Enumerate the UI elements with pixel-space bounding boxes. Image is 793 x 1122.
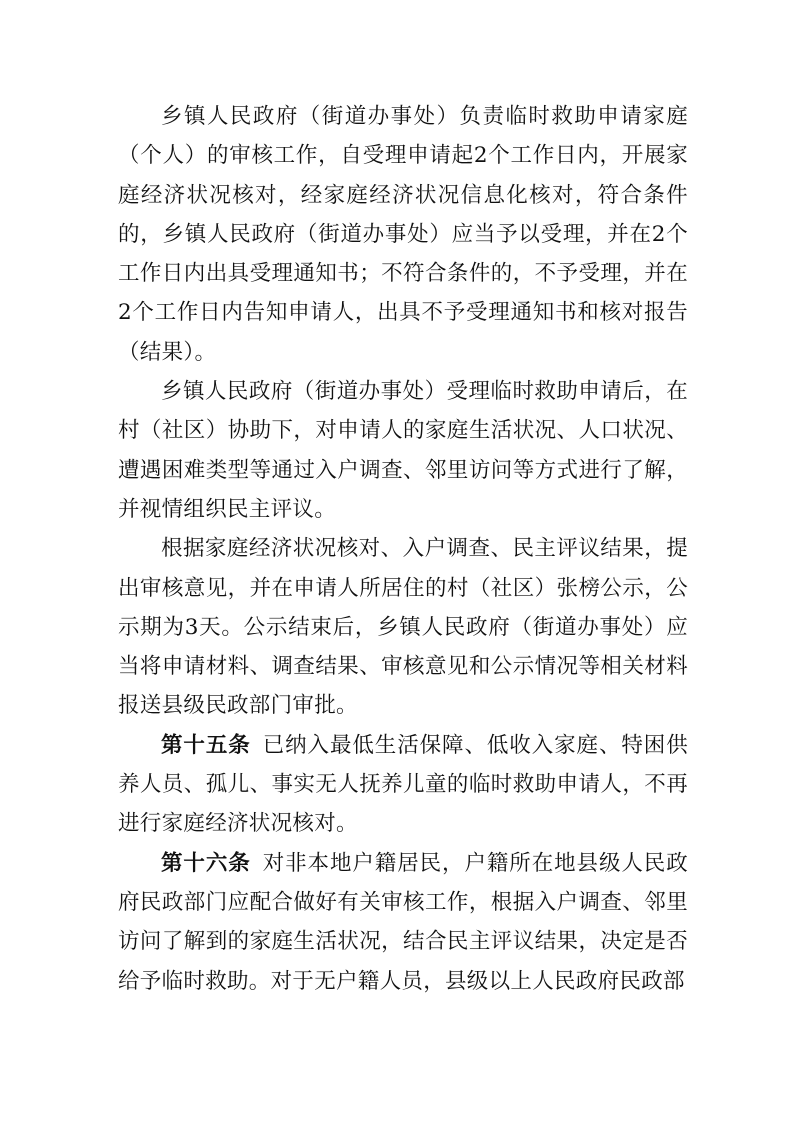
article-15 <box>118 726 688 844</box>
paragraph-text: 乡镇人民政府（街道办事处）负责临时救助申请家庭（个人）的审核工作，自受理申请起2个工作日内，开展家庭经济状况核对，经家庭经济状况信息化核对，符合条件的，乡镇人民政府（街道办事处）应当予以受理，并在2个工作日内出具受理通知书；不符合条件的，不予受理，并在2个工作日内告知申请人，出具不予受理通知书和核对报告（结果）。 <box>118 104 688 365</box>
article-16 <box>118 844 688 1001</box>
paragraph-text: 乡镇人民政府（街道办事处）受理临时救助申请后，在村（社区）协助下，对申请人的家庭生活状况、人口状况、遭遇困难类型等通过入户调查、邻里访问等方式进行了解，并视情组织民主评议。 <box>118 379 688 522</box>
article-text: 已纳入最低生活保障、低收入家庭、特困供养人员、孤儿、事实无人抚养儿童的临时救助申请人，不再进行家庭经济状况核对。 <box>118 732 689 837</box>
paragraph-review-procedure <box>118 97 688 372</box>
document-page <box>118 97 688 1001</box>
paragraph-text: 根据家庭经济状况核对、入户调查、民主评议结果，提出审核意见，并在申请人所居住的村（社区）张榜公示，公示期为3天。公示结束后，乡镇人民政府（街道办事处）应当将申请材料、调查结果、审核意见和公示情况等相关材料报送县级民政部门审批。 <box>118 536 688 719</box>
paragraph-household-investigation <box>118 372 688 529</box>
paragraph-public-notice <box>118 529 688 725</box>
article-number: 第十六条 <box>161 850 251 876</box>
article-text: 对非本地户籍居民，户籍所在地县级人民政府民政部门应配合做好有关审核工作，根据入户调查、邻里访问了解到的家庭生活状况，结合民主评议结果，决定是否给予临时救助。对于无户籍人员，县级以上人民政府民政部 <box>118 850 689 994</box>
article-number: 第十五条 <box>161 732 251 758</box>
